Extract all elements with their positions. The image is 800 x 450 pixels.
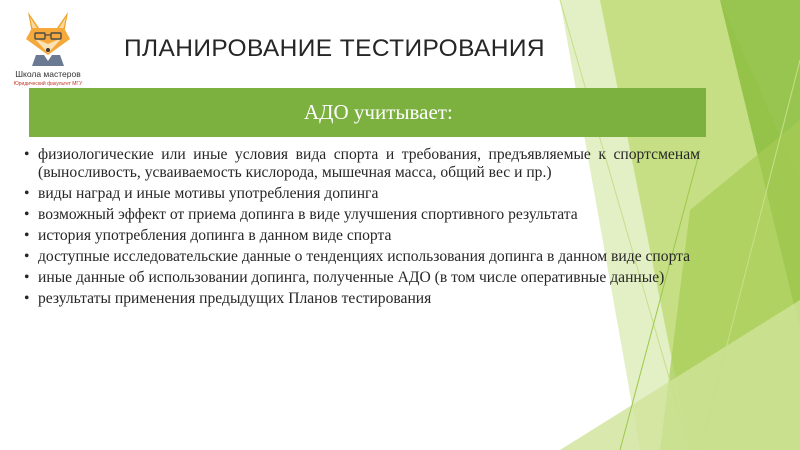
bullet-list bbox=[24, 146, 700, 308]
list-item-text: доступные исследовательские данные о тенденциях использования допинга в данном виде спорта bbox=[38, 248, 691, 265]
list-item bbox=[24, 227, 700, 245]
bullet-icon: • bbox=[24, 248, 30, 265]
bullet-icon: • bbox=[24, 290, 30, 307]
list-item-text: результаты применения предыдущих Планов тестирования bbox=[38, 290, 432, 307]
header-bar bbox=[29, 88, 706, 137]
slide-title: ПЛАНИРОВАНИЕ ТЕСТИРОВАНИЯ bbox=[124, 35, 545, 62]
list-item bbox=[24, 269, 700, 287]
list-item-text: история употребления допинга в данном виде спорта bbox=[38, 227, 392, 244]
header-text: АДО учитывает: bbox=[304, 100, 453, 124]
list-item-text: виды наград и иные мотивы употребления допинга bbox=[38, 185, 379, 202]
fox-icon bbox=[18, 8, 78, 66]
list-item-text: возможный эффект от приема допинга в виде улучшения спортивного результата bbox=[38, 206, 578, 223]
logo-subtitle: Юридический факультет МГУ bbox=[13, 81, 83, 87]
list-item bbox=[24, 290, 700, 308]
logo-title: Школа мастеров bbox=[15, 69, 81, 79]
bullet-icon: • bbox=[24, 185, 30, 202]
list-item bbox=[24, 206, 700, 224]
list-item bbox=[24, 146, 700, 182]
bullet-icon: • bbox=[24, 269, 30, 286]
list-item-text: иные данные об использовании допинга, полученные АДО (в том числе оперативные данные) bbox=[38, 269, 665, 286]
list-item bbox=[24, 248, 700, 266]
bullet-icon: • bbox=[24, 146, 30, 163]
bullet-icon: • bbox=[24, 227, 30, 244]
list-item-text: физиологические или иные условия вида спорта и требования, предъявляемые к спортсменам (выносливость, усваиваемость кислорода, мышечная масса, общий вес и пр.) bbox=[38, 146, 700, 181]
school-logo bbox=[8, 8, 88, 100]
bullet-icon: • bbox=[24, 206, 30, 223]
list-item bbox=[24, 185, 700, 203]
